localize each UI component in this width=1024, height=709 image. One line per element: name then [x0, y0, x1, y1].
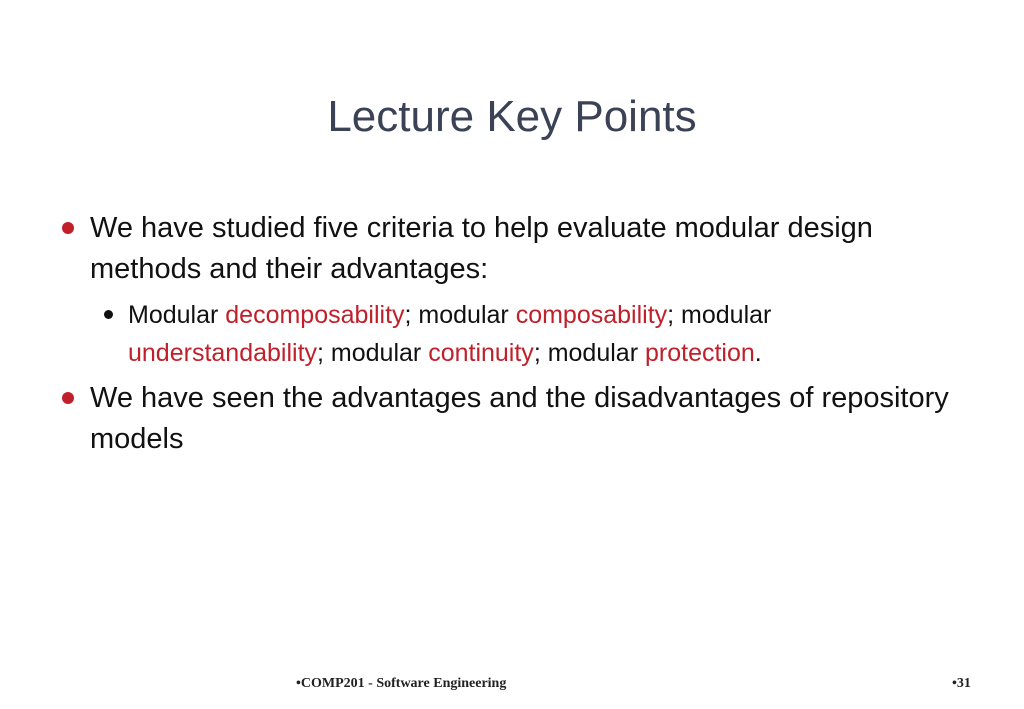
sub-text: .	[754, 339, 762, 367]
bullet-list	[60, 208, 960, 460]
highlight-term: continuity	[428, 339, 534, 367]
sub-text: ; modular	[533, 339, 645, 367]
bullet-text: We have seen the advantages and the disadvantages of repository models	[90, 382, 949, 455]
slide-title: Lecture Key Points	[327, 92, 697, 141]
sub-text: ; modular	[667, 301, 772, 329]
bullet-item-repository	[60, 378, 960, 460]
footer-page-number: •31	[952, 676, 971, 691]
bullet-dot-icon	[62, 222, 74, 234]
sub-text: Modular	[128, 301, 226, 329]
bullet-dot-icon	[62, 392, 74, 404]
highlight-term: understandability	[128, 339, 318, 367]
footer-course-label: •COMP201 - Software Engineering	[296, 676, 507, 691]
bullet-item-criteria	[60, 208, 960, 372]
sub-text: ; modular	[404, 301, 516, 329]
sub-bullet-item-criteria-list	[98, 296, 960, 372]
highlight-term: protection	[644, 339, 755, 367]
sub-bullet-dot-icon	[104, 310, 113, 319]
highlight-term: decomposability	[225, 301, 405, 329]
highlight-term: composability	[515, 301, 668, 329]
bullet-text: We have studied five criteria to help evaluate modular design methods and their advantages:	[90, 212, 873, 285]
sub-text: ; modular	[317, 339, 429, 367]
